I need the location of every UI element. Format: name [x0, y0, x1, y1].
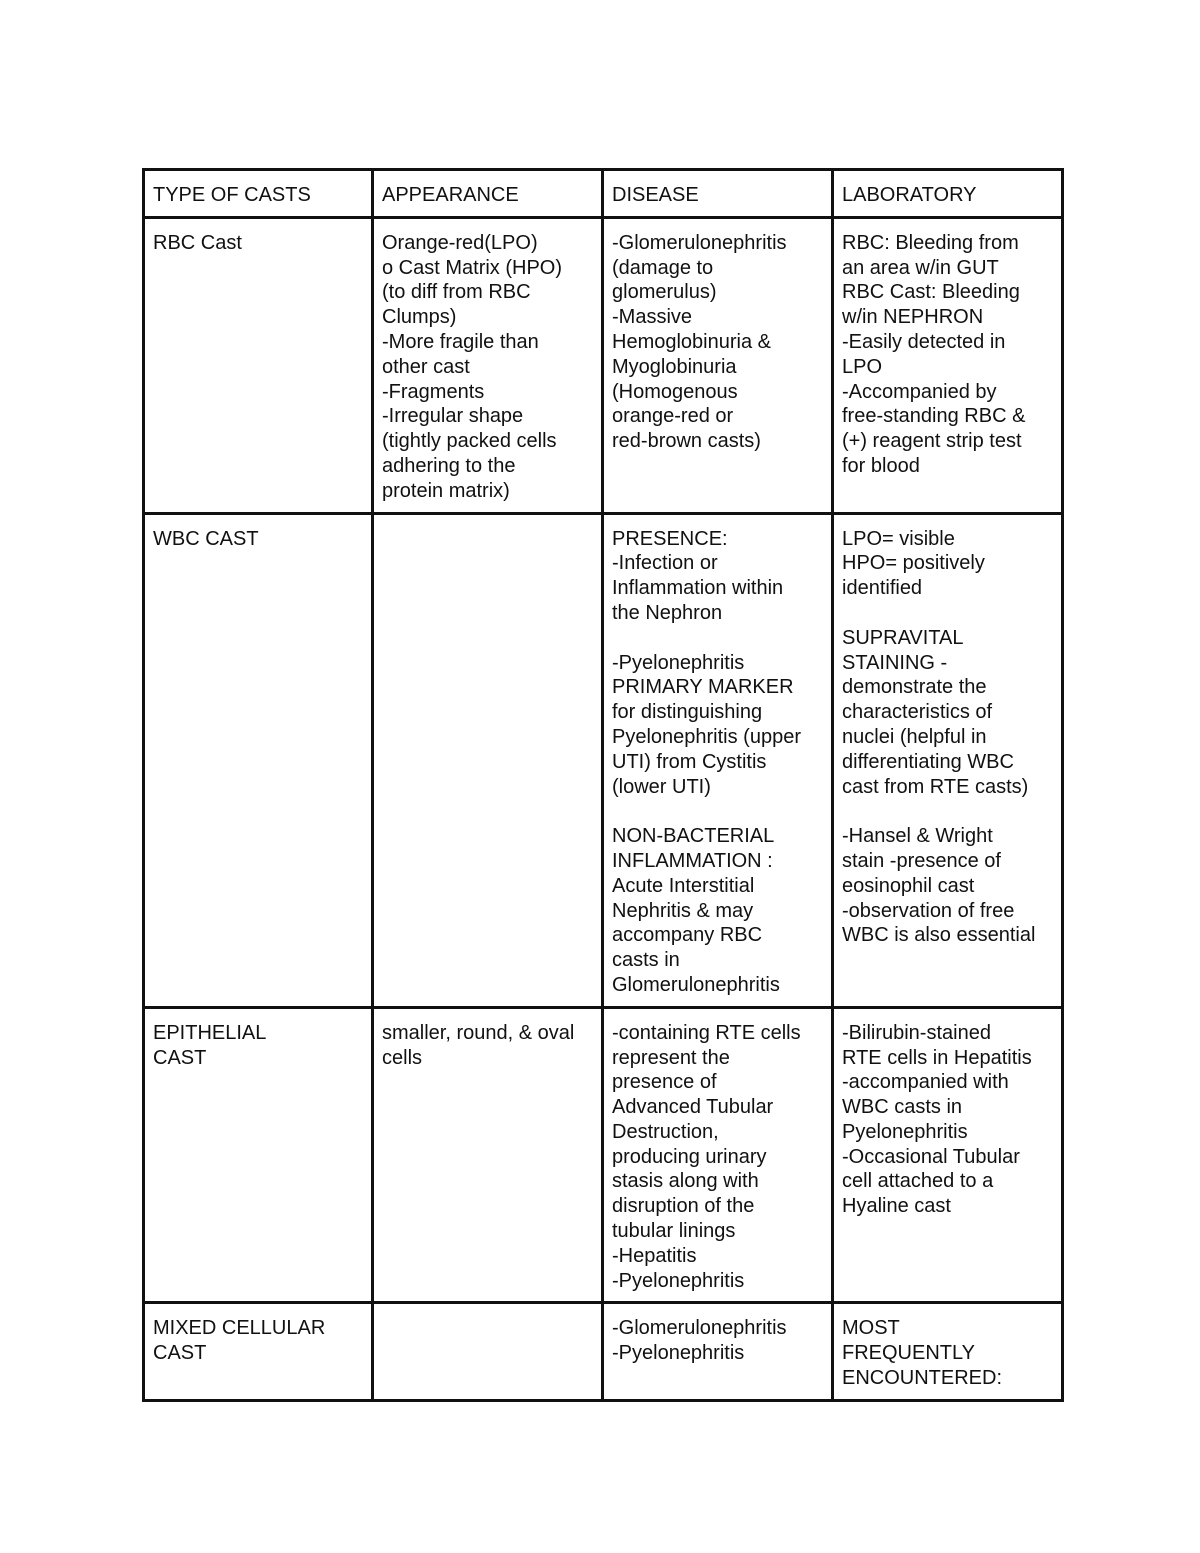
cell-disease: PRESENCE: -Infection or Inflammation within the Nephron -Pyelonephritis PRIMARY MARKER for distinguishing Pyelonephritis (upper UTI) from Cystitis (lower UTI) NON-BACTERIAL INFLAMMATION : Acute Interstitial Nephritis & may accompany RBC casts in Glomerulonephritis [603, 513, 833, 1007]
table-row-rbc-cast [144, 217, 1063, 513]
cell-appearance: smaller, round, & oval cells [373, 1007, 603, 1303]
cell-appearance [373, 1303, 603, 1400]
table-row-epithelial-cast [144, 1007, 1063, 1303]
cell-disease: -Glomerulonephritis (damage to glomerulus) -Massive Hemoglobinuria & Myoglobinuria (Homogenous orange-red or red-brown casts) [603, 217, 833, 513]
cell-laboratory: RBC: Bleeding from an area w/in GUT RBC Cast: Bleeding w/in NEPHRON -Easily detected in LPO -Accompanied by free-standing RBC & (+) reagent strip test for blood [833, 217, 1063, 513]
cell-type: RBC Cast [144, 217, 373, 513]
header-appearance: APPEARANCE [373, 170, 603, 218]
header-laboratory: LABORATORY [833, 170, 1063, 218]
cell-appearance: Orange-red(LPO) o Cast Matrix (HPO) (to diff from RBC Clumps) -More fragile than other cast -Fragments -Irregular shape (tightly packed cells adhering to the protein matrix) [373, 217, 603, 513]
cell-disease: -Glomerulonephritis -Pyelonephritis [603, 1303, 833, 1400]
header-type-of-casts: TYPE OF CASTS [144, 170, 373, 218]
header-disease: DISEASE [603, 170, 833, 218]
cell-disease: -containing RTE cells represent the presence of Advanced Tubular Destruction, producing urinary stasis along with disruption of the tubular linings -Hepatitis -Pyelonephritis [603, 1007, 833, 1303]
cell-laboratory: -Bilirubin-stained RTE cells in Hepatitis -accompanied with WBC casts in Pyelonephritis -Occasional Tubular cell attached to a Hyaline cast [833, 1007, 1063, 1303]
cell-type: WBC CAST [144, 513, 373, 1007]
cell-laboratory: LPO= visible HPO= positively identified SUPRAVITAL STAINING - demonstrate the characteristics of nuclei (helpful in differentiating WBC cast from RTE casts) -Hansel & Wright stain -presence of eosinophil cast -observation of free WBC is also essential [833, 513, 1063, 1007]
table-row-wbc-cast [144, 513, 1063, 1007]
table-header-row [144, 170, 1063, 218]
casts-table [142, 168, 1064, 1402]
table-row-mixed-cellular-cast [144, 1303, 1063, 1400]
cell-laboratory: MOST FREQUENTLY ENCOUNTERED: [833, 1303, 1063, 1400]
cell-type: EPITHELIAL CAST [144, 1007, 373, 1303]
cell-appearance [373, 513, 603, 1007]
cell-type: MIXED CELLULAR CAST [144, 1303, 373, 1400]
